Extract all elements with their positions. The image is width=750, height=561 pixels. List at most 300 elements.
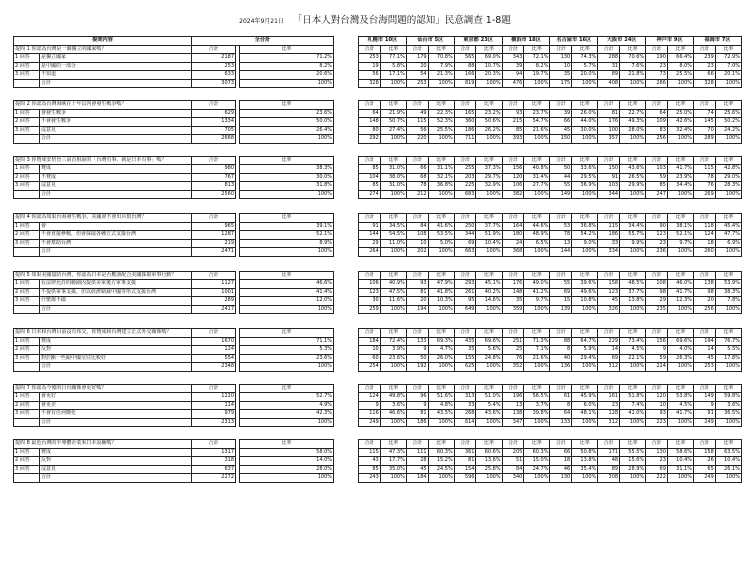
city-sum-ratio: 100%	[572, 79, 598, 88]
city-sum-count: 186	[406, 418, 428, 427]
spacer-cell	[14, 427, 334, 440]
city-answer-row	[359, 126, 742, 135]
city-sum-count: 249	[359, 418, 381, 427]
city-sum-ratio: 100%	[715, 363, 741, 372]
city-count: 156	[646, 337, 668, 346]
city-count: 23	[694, 62, 716, 71]
city-sum-ratio: 100%	[476, 474, 502, 483]
answer-ratio: 8.2%	[240, 62, 334, 71]
ratio-subheader: 比率	[620, 101, 646, 110]
city-count: 9	[646, 346, 668, 355]
count-subheader: 合計	[192, 101, 236, 110]
city-count: 9	[406, 401, 428, 410]
spacer-row	[359, 314, 742, 329]
city-count: 148	[502, 288, 524, 297]
count-subheader: 合計	[598, 45, 620, 54]
sum-row	[14, 418, 334, 427]
city-count: 10	[359, 346, 381, 355]
sum-ratio: 100%	[240, 418, 334, 427]
city-ratio: 17.8%	[715, 354, 741, 363]
question-text: 提問 4 你認為如果台海發生戰爭，美國會不會出兵幫台灣？	[14, 214, 192, 223]
ratio-subheader: 比率	[572, 440, 598, 449]
answer-ratio: 50.0%	[240, 118, 334, 127]
city-sum-ratio: 100%	[667, 305, 693, 314]
answer-label: 不會有任何變化	[40, 410, 192, 419]
city-sum-count: 220	[406, 135, 428, 144]
ratio-subheader: 比率	[524, 384, 550, 393]
city-ratio: 73.4%	[620, 337, 646, 346]
city-ratio: 43.6%	[476, 410, 502, 419]
ratio-subheader: 比率	[620, 214, 646, 223]
city-ratio: 70.6%	[620, 54, 646, 63]
city-ratio: 25.8%	[476, 465, 502, 474]
city-ratio: 26.1%	[715, 465, 741, 474]
answer-label: 不提供軍事支援，但以經濟制裁中國等形式支援台灣	[40, 288, 192, 297]
answer-row	[14, 54, 334, 63]
spacer-row	[14, 143, 334, 156]
count-subheader: 合計	[646, 329, 668, 338]
city-count: 64	[550, 410, 572, 419]
sum-label: 合計	[40, 363, 192, 372]
city-sum-ratio: 100%	[620, 190, 646, 199]
city-ratio: 10.7%	[476, 62, 502, 71]
city-count: 23	[646, 457, 668, 466]
city-ratio: 47.3%	[380, 448, 406, 457]
answer-code: 1 回答	[14, 54, 40, 63]
answer-total: 813	[192, 182, 236, 191]
city-count: 179	[406, 54, 428, 63]
city-ratio: 7.4%	[620, 401, 646, 410]
city-count: 10	[406, 239, 428, 248]
city-ratio: 10.4%	[667, 457, 693, 466]
city-sum-ratio: 100%	[524, 135, 550, 144]
city-count: 120	[646, 393, 668, 402]
city-sum-count: 344	[598, 190, 620, 199]
city-ratio: 44.0%	[572, 118, 598, 127]
city-count: 69	[454, 239, 476, 248]
ratio-subheader: 比率	[715, 101, 741, 110]
city-sum-ratio: 100%	[476, 305, 502, 314]
city-ratio: 13.6%	[476, 457, 502, 466]
city-count: 85	[646, 182, 668, 191]
city-count: 81	[598, 109, 620, 118]
city-count: 84	[406, 222, 428, 231]
city-sum-count: 264	[359, 248, 381, 257]
city-sum-ratio: 100%	[715, 418, 741, 427]
city-count: 66	[550, 448, 572, 457]
answer-total: 1334	[192, 118, 236, 127]
ratio-subheader: 比率	[620, 45, 646, 54]
sum-code-cell	[14, 190, 40, 199]
sum-label: 合計	[40, 190, 192, 199]
city-sum-count: 274	[359, 190, 381, 199]
city-count: 103	[598, 182, 620, 191]
city-ratio: 9.7%	[667, 239, 693, 248]
answer-row	[14, 118, 334, 127]
city-header: 大阪市 24区	[598, 37, 646, 46]
answer-code: 2 回答	[14, 401, 40, 410]
city-sum-count: 328	[694, 79, 716, 88]
city-ratio: 6.9%	[715, 239, 741, 248]
city-count: 66	[694, 71, 716, 80]
question-row	[14, 271, 334, 280]
count-subheader: 合計	[502, 45, 524, 54]
answer-ratio: 12.0%	[240, 297, 334, 306]
answer-total: 637	[192, 465, 236, 474]
city-ratio: 53.9%	[715, 280, 741, 289]
city-ratio: 28.0%	[620, 126, 646, 135]
city-count: 54	[406, 71, 428, 80]
city-subheader-row	[359, 101, 742, 110]
city-ratio: 69.6%	[476, 337, 502, 346]
city-ratio: 17.7%	[380, 457, 406, 466]
ratio-subheader: 比率	[380, 440, 406, 449]
city-ratio: 37.7%	[620, 288, 646, 297]
city-count: 35	[502, 297, 524, 306]
answer-row	[14, 165, 334, 174]
answer-code: 3 回答	[14, 239, 40, 248]
spacer-cell	[359, 88, 742, 101]
city-ratio: 10.3%	[428, 297, 454, 306]
city-sum-count: 334	[598, 248, 620, 257]
ratio-subheader: 比率	[572, 101, 598, 110]
sum-label: 合計	[40, 305, 192, 314]
spacer-cell	[359, 371, 742, 384]
city-ratio: 25.6%	[715, 109, 741, 118]
spacer-cell	[14, 371, 334, 384]
city-sum-ratio: 100%	[476, 190, 502, 199]
city-count: 148	[359, 118, 381, 127]
city-ratio: 8.2%	[524, 62, 550, 71]
city-ratio: 23.9%	[667, 173, 693, 182]
city-count: 28	[406, 457, 428, 466]
answer-ratio: 23.6%	[240, 354, 334, 363]
city-sum-count: 249	[694, 418, 716, 427]
city-count: 190	[646, 54, 668, 63]
city-answer-row	[359, 239, 742, 248]
answer-row	[14, 346, 334, 355]
city-ratio: 54.2%	[572, 231, 598, 240]
city-count: 61	[550, 393, 572, 402]
city-sum-count: 133	[550, 418, 572, 427]
city-sum-count: 149	[550, 190, 572, 199]
city-count: 360	[454, 118, 476, 127]
city-ratio: 4.8%	[428, 401, 454, 410]
city-sum-count: 253	[406, 79, 428, 88]
city-count: 196	[502, 393, 524, 402]
city-count: 85	[359, 165, 381, 174]
city-sum-ratio: 100%	[524, 190, 550, 199]
city-sum-count: 289	[694, 135, 716, 144]
answer-total: 124	[192, 346, 236, 355]
city-count: 18	[694, 239, 716, 248]
city-ratio: 49.0%	[524, 280, 550, 289]
answer-label: 會更好	[40, 393, 192, 402]
city-ratio: 36.8%	[572, 222, 598, 231]
answer-total: 318	[192, 457, 236, 466]
city-count: 44	[550, 173, 572, 182]
city-subheader-row	[359, 156, 742, 165]
city-count: 26	[694, 457, 716, 466]
city-ratio: 7.6%	[620, 62, 646, 71]
ratio-subheader: 比率	[667, 45, 693, 54]
city-ratio: 39.6%	[572, 280, 598, 289]
answer-total: 289	[192, 297, 236, 306]
sum-total: 2417	[192, 305, 236, 314]
city-sum-count: 253	[694, 363, 716, 372]
sum-label: 合計	[40, 418, 192, 427]
city-ratio: 5.4%	[476, 401, 502, 410]
city-ratio: 21.6%	[524, 354, 550, 363]
ratio-subheader: 比率	[428, 45, 454, 54]
city-count: 14	[694, 346, 716, 355]
city-sum-ratio: 100%	[667, 418, 693, 427]
city-ratio: 10.8%	[572, 297, 598, 306]
city-count: 138	[502, 410, 524, 419]
count-subheader: 合計	[359, 101, 381, 110]
answer-code: 2 回答	[14, 288, 40, 297]
answer-label: 不贊成	[40, 173, 192, 182]
question-text: 提問 2 你認為台灣海峽在十年以內會發生戰爭嗎？	[14, 101, 192, 110]
city-sum-count: 269	[694, 190, 716, 199]
city-ratio: 32.4%	[667, 126, 693, 135]
sum-total: 2471	[192, 248, 236, 257]
city-ratio: 38.1%	[667, 222, 693, 231]
city-ratio: 24.5%	[428, 465, 454, 474]
answer-code: 1 回答	[14, 109, 40, 118]
city-ratio: 29.7%	[476, 173, 502, 182]
city-count: 33	[454, 401, 476, 410]
city-count: 39	[502, 62, 524, 71]
question-row	[14, 156, 334, 165]
city-count: 23	[646, 62, 668, 71]
city-count: 25	[502, 346, 524, 355]
ratio-subheader: 比率	[715, 440, 741, 449]
answer-label: 是獨立國家	[40, 54, 192, 63]
sum-total: 2272	[192, 474, 236, 483]
city-count: 35	[454, 346, 476, 355]
city-ratio: 36.9%	[572, 182, 598, 191]
city-count: 59	[646, 354, 668, 363]
city-answer-row	[359, 457, 742, 466]
answer-code: 3 回答	[14, 410, 40, 419]
city-subheader-row	[359, 271, 742, 280]
city-sum-ratio: 100%	[524, 474, 550, 483]
answer-row	[14, 222, 334, 231]
answer-row	[14, 62, 334, 71]
city-sum-ratio: 100%	[620, 305, 646, 314]
city-ratio: 45.1%	[476, 280, 502, 289]
ratio-subheader: 比率	[476, 329, 502, 338]
city-count: 13	[502, 401, 524, 410]
spacer-cell	[359, 427, 742, 440]
city-count: 133	[406, 337, 428, 346]
answer-ratio: 31.8%	[240, 182, 334, 191]
ratio-subheader: 比率	[240, 45, 334, 54]
city-count: 9	[359, 401, 381, 410]
city-sum-count: 347	[502, 418, 524, 427]
city-ratio: 20.3%	[476, 71, 502, 80]
count-subheader: 合計	[406, 214, 428, 223]
count-subheader: 合計	[550, 156, 572, 165]
city-ratio: 69.3%	[428, 337, 454, 346]
city-count: 76	[502, 354, 524, 363]
question-row	[14, 440, 334, 449]
ratio-subheader: 比率	[476, 45, 502, 54]
count-subheader: 合計	[646, 156, 668, 165]
city-count: 91	[694, 410, 716, 419]
answer-label: 是中國的一部分	[40, 62, 192, 71]
ratio-subheader: 比率	[380, 214, 406, 223]
city-count: 50	[406, 354, 428, 363]
city-sum-ratio: 100%	[476, 135, 502, 144]
city-count: 8	[550, 346, 572, 355]
city-count: 73	[646, 71, 668, 80]
answer-label: 對於斷一些跟中國交往比較好	[40, 354, 192, 363]
ratio-subheader: 比率	[240, 440, 334, 449]
answer-row	[14, 231, 334, 240]
answer-code: 2 回答	[14, 231, 40, 240]
city-count: 89	[598, 465, 620, 474]
city-ratio: 5.9%	[572, 346, 598, 355]
city-sum-count: 222	[646, 474, 668, 483]
ratio-subheader: 比率	[715, 45, 741, 54]
city-count: 293	[454, 280, 476, 289]
spacer-row	[359, 256, 742, 271]
city-ratio: 43.5%	[428, 410, 454, 419]
city-ratio: 11.6%	[380, 297, 406, 306]
sum-row	[14, 248, 334, 257]
city-ratio: 36.8%	[428, 182, 454, 191]
answer-ratio: 41.4%	[240, 288, 334, 297]
count-subheader: 合計	[192, 214, 236, 223]
city-count: 250	[454, 222, 476, 231]
city-sum-count: 259	[359, 305, 381, 314]
ratio-subheader: 比率	[715, 214, 741, 223]
answer-ratio: 23.6%	[240, 109, 334, 118]
city-ratio: 34.5%	[380, 222, 406, 231]
ratio-subheader: 比率	[715, 329, 741, 338]
city-ratio: 41.2%	[524, 288, 550, 297]
question-row	[14, 384, 334, 393]
city-ratio: 69.0%	[476, 54, 502, 63]
answer-label: 會發生戰爭	[40, 109, 192, 118]
city-sum-count: 340	[502, 474, 524, 483]
city-count: 93	[406, 280, 428, 289]
city-sum-ratio: 100%	[572, 135, 598, 144]
answer-ratio: 14.0%	[240, 457, 334, 466]
city-count: 93	[502, 109, 524, 118]
count-subheader: 合計	[646, 214, 668, 223]
ratio-subheader: 比率	[667, 156, 693, 165]
city-count: 565	[454, 54, 476, 63]
count-subheader: 合計	[406, 271, 428, 280]
city-sum-count: 249	[694, 474, 716, 483]
answer-label: 沒意見	[40, 182, 192, 191]
city-ratio: 24.8%	[476, 354, 502, 363]
city-sum-count: 144	[550, 248, 572, 257]
city-ratio: 36.5%	[715, 410, 741, 419]
city-count: 64	[646, 109, 668, 118]
city-answer-row	[359, 297, 742, 306]
city-sum-count: 236	[646, 248, 668, 257]
ratio-subheader: 比率	[572, 329, 598, 338]
sum-code-cell	[14, 305, 40, 314]
sum-code-cell	[14, 363, 40, 372]
city-subheader-row	[359, 45, 742, 54]
ratio-subheader: 比率	[524, 156, 550, 165]
ratio-subheader: 比率	[476, 440, 502, 449]
count-subheader: 合計	[646, 101, 668, 110]
city-sum-ratio: 100%	[476, 79, 502, 88]
ratio-subheader: 比率	[380, 271, 406, 280]
city-count: 255	[454, 165, 476, 174]
city-ratio: 53.8%	[667, 393, 693, 402]
city-count: 176	[502, 280, 524, 289]
city-ratio: 22.3%	[428, 109, 454, 118]
answer-total: 114	[192, 401, 236, 410]
city-count: 88	[454, 62, 476, 71]
city-ratio: 26.3%	[667, 354, 693, 363]
city-ratio: 72.1%	[524, 54, 550, 63]
answer-ratio: 71.2%	[240, 54, 334, 63]
ratio-subheader: 比率	[428, 271, 454, 280]
spacer-row	[359, 371, 742, 384]
answer-ratio: 58.0%	[240, 448, 334, 457]
city-answer-row	[359, 288, 742, 297]
city-sum-count: 326	[598, 305, 620, 314]
city-count: 124	[694, 231, 716, 240]
total-column-header: 全合計	[192, 37, 334, 46]
question-text: 提問 5 如果美國協防台灣，你認為日本是否應該配合美國採取軍事行動？	[14, 271, 192, 280]
city-count: 361	[454, 448, 476, 457]
city-count: 108	[646, 280, 668, 289]
count-subheader: 合計	[502, 214, 524, 223]
city-sum-ratio: 100%	[476, 248, 502, 257]
count-subheader: 合計	[406, 440, 428, 449]
count-subheader: 合計	[406, 45, 428, 54]
ratio-subheader: 比率	[715, 156, 741, 165]
city-sum-count: 254	[359, 363, 381, 372]
city-count: 45	[598, 297, 620, 306]
city-count: 95	[454, 297, 476, 306]
city-count: 98	[646, 288, 668, 297]
answer-total: 1001	[192, 288, 236, 297]
city-ratio: 25.5%	[667, 71, 693, 80]
city-ratio: 48.1%	[572, 410, 598, 419]
city-ratio: 29.0%	[715, 173, 741, 182]
sum-total: 2668	[192, 135, 236, 144]
city-ratio: 41.7%	[667, 288, 693, 297]
count-subheader: 合計	[192, 156, 236, 165]
city-count: 89	[598, 71, 620, 80]
city-ratio: 50.2%	[715, 118, 741, 127]
city-sum-row	[359, 418, 742, 427]
count-subheader: 合計	[646, 440, 668, 449]
city-ratio: 4.0%	[667, 346, 693, 355]
city-ratio: 32.1%	[428, 173, 454, 182]
city-ratio: 20.1%	[715, 71, 741, 80]
city-ratio: 41.7%	[667, 410, 693, 419]
city-count: 18	[550, 457, 572, 466]
city-sum-ratio: 100%	[428, 248, 454, 257]
city-ratio: 49.6%	[572, 288, 598, 297]
city-ratio: 20.0%	[572, 71, 598, 80]
city-count: 150	[598, 165, 620, 174]
city-ratio: 13.8%	[620, 297, 646, 306]
city-sum-row	[359, 474, 742, 483]
city-answer-row	[359, 346, 742, 355]
